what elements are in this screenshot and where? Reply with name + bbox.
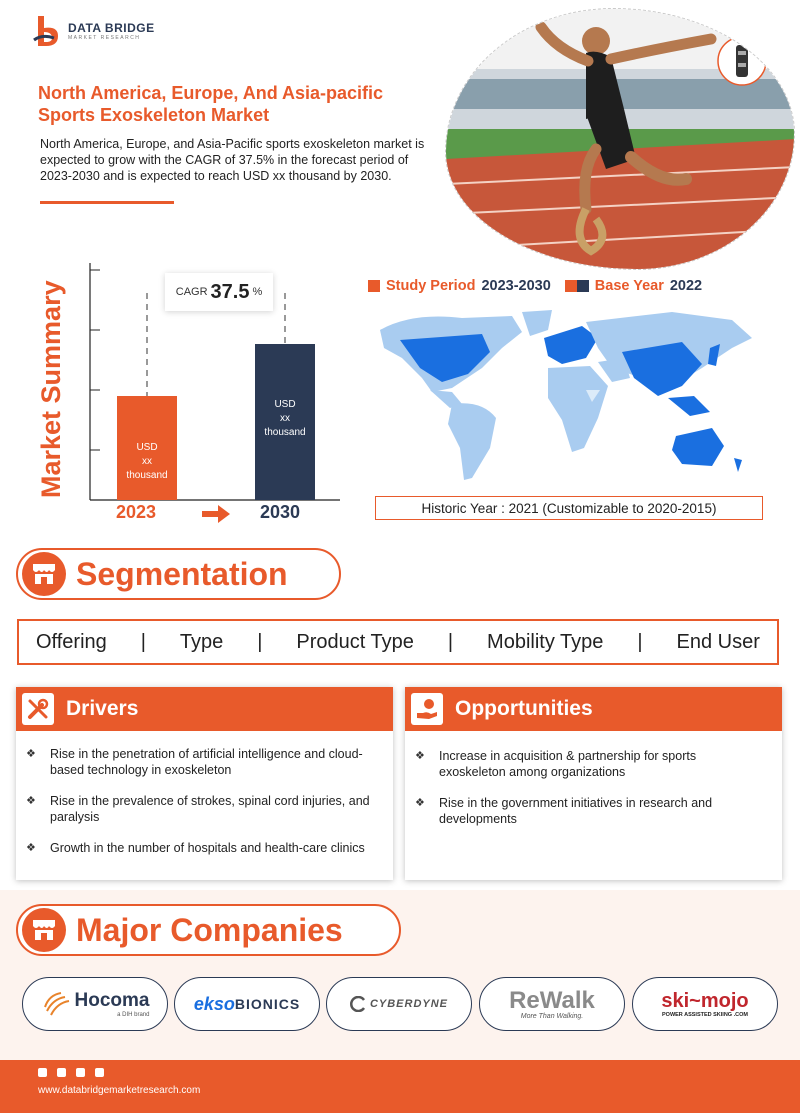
drivers-card [16, 687, 393, 880]
hocoma-logo-icon [41, 989, 71, 1019]
company-logo-skimojo [632, 977, 778, 1031]
runner-illustration [446, 9, 795, 270]
list-item [26, 747, 373, 778]
diamond-bullet-icon: ❖ [26, 842, 36, 854]
title-line-1: North America, Europe, And Asia-pacific [38, 83, 384, 103]
opportunities-title: Opportunities [455, 697, 593, 720]
diamond-bullet-icon: ❖ [415, 750, 425, 762]
company-logo-cyberdyne [326, 977, 472, 1031]
arrow-right-icon [202, 505, 230, 523]
year-start: 2023 [116, 502, 157, 522]
map-region-usa [400, 334, 490, 382]
rewalk-name: ReWalk [509, 986, 595, 1014]
title-line-2: Sports Exoskeleton Market [38, 105, 270, 125]
base-year-label: Base Year [594, 278, 664, 294]
hand-coin-icon [411, 693, 443, 725]
instagram-icon[interactable] [95, 1068, 104, 1077]
list-item [415, 749, 762, 780]
ekso-name: ekso [193, 993, 235, 1014]
opportunities-card [405, 687, 782, 880]
market-summary-text: Market Summary [36, 280, 66, 498]
page-description: North America, Europe, and Asia-Pacific sports exoskeleton market is expected to grow with the CAGR of 37.5% in the forecast period of 2023-2030 and is expected to reach USD xx thousand by 2030. [40, 137, 425, 183]
map-region-southeast-asia [668, 396, 710, 416]
segment-item: Mobility Type [487, 630, 604, 653]
opportunities-header [405, 687, 782, 731]
driver-text: Rise in the penetration of artificial intelligence and cloud-based technology in exoskeleton [50, 747, 363, 777]
segment-item: Product Type [296, 630, 414, 653]
brand-name: DATA BRIDGE [68, 21, 155, 35]
diamond-bullet-icon: ❖ [26, 748, 36, 760]
segment-item: End User [676, 630, 760, 653]
company-logo-rewalk [479, 977, 625, 1031]
map-region-europe [544, 326, 598, 364]
bar-2023-text: USD [136, 442, 158, 453]
map-region-new-zealand [734, 458, 742, 472]
map-region-greenland [522, 310, 552, 336]
list-item [415, 796, 762, 827]
map-region-africa [548, 366, 608, 452]
cagr-callout [165, 273, 273, 311]
description-underline [40, 201, 174, 204]
map-region-australia [672, 428, 724, 466]
study-period-label: Study Period [386, 278, 476, 294]
cyberdyne-logo-icon [350, 996, 366, 1012]
cagr-prefix: CAGR [175, 286, 208, 298]
driver-text: Growth in the number of hospitals and health-care clinics [50, 841, 365, 855]
tools-icon [22, 693, 54, 725]
company-logo-ekso [174, 977, 320, 1031]
twitter-icon[interactable] [76, 1068, 85, 1077]
bar-2023-text: thousand [126, 470, 168, 481]
footer-url[interactable]: www.databridgemarketresearch.com [38, 1085, 201, 1096]
hocoma-name: Hocoma [74, 990, 150, 1011]
period-legend [368, 278, 702, 294]
drivers-list [16, 731, 393, 857]
bar-2030-text: USD [274, 399, 296, 410]
hocoma-sub: a DIH brand [117, 1012, 150, 1018]
drivers-header [16, 687, 393, 731]
bar-2030-text: thousand [264, 427, 306, 438]
list-item [26, 841, 373, 857]
company-logo-hocoma [22, 977, 168, 1031]
ekso-bionics: BIONICS [234, 996, 301, 1012]
skimojo-sub: POWER ASSISTED SKIING .COM [662, 1012, 748, 1018]
diamond-bullet-icon: ❖ [415, 797, 425, 809]
segment-item: Type [179, 630, 224, 653]
segmentation-header [16, 548, 341, 600]
rewalk-sub: More Than Walking. [520, 1012, 584, 1020]
segmentation-title: Segmentation [76, 555, 288, 592]
cyberdyne-name: CYBERDYNE [369, 998, 449, 1010]
bar-2030-label [255, 398, 315, 440]
companies-header [16, 904, 401, 956]
world-map [372, 308, 772, 488]
skimojo-name: ski~mojo [661, 990, 749, 1012]
shop-icon [22, 552, 66, 596]
companies-title: Major Companies [76, 911, 343, 948]
whatsapp-icon[interactable] [38, 1068, 47, 1077]
social-links [38, 1068, 104, 1077]
hero-image [445, 8, 795, 270]
bar-2023-label [117, 441, 177, 483]
study-period-value: 2023-2030 [481, 278, 551, 294]
base-year-swatch [565, 280, 589, 292]
opportunity-text: Increase in acquisition & partnership for sports exoskeleton among organizations [439, 749, 697, 779]
opportunities-list [405, 731, 782, 827]
study-period-swatch [368, 280, 380, 292]
base-year-value: 2022 [669, 278, 703, 294]
opportunity-text: Rise in the government initiatives in research and developments [439, 796, 713, 826]
drivers-title: Drivers [66, 697, 139, 720]
year-end: 2030 [260, 502, 301, 522]
historic-year-box: Historic Year : 2021 (Customizable to 2020-2015) [375, 496, 763, 520]
page-title [38, 82, 438, 126]
segment-item: Offering [35, 630, 107, 653]
bar-2023-text: xx [142, 456, 152, 467]
market-summary-label [30, 260, 70, 500]
brand-logo-icon [32, 14, 62, 48]
shop-icon [22, 908, 66, 952]
list-item [26, 794, 373, 825]
cagr-value: 37.5 [210, 280, 250, 303]
segmentation-list: Offering | Type | Product Type | Mobility Type | End User [17, 619, 779, 665]
driver-text: Rise in the prevalence of strokes, spinal cord injuries, and paralysis [50, 794, 370, 824]
map-region-south-america [448, 403, 496, 480]
bar-2030-text: xx [280, 413, 290, 424]
brand-logo [32, 14, 155, 48]
cagr-suffix: % [252, 286, 263, 298]
facebook-icon[interactable] [57, 1068, 66, 1077]
diamond-bullet-icon: ❖ [26, 795, 36, 807]
brand-tagline: MARKET RESEARCH [68, 35, 141, 41]
